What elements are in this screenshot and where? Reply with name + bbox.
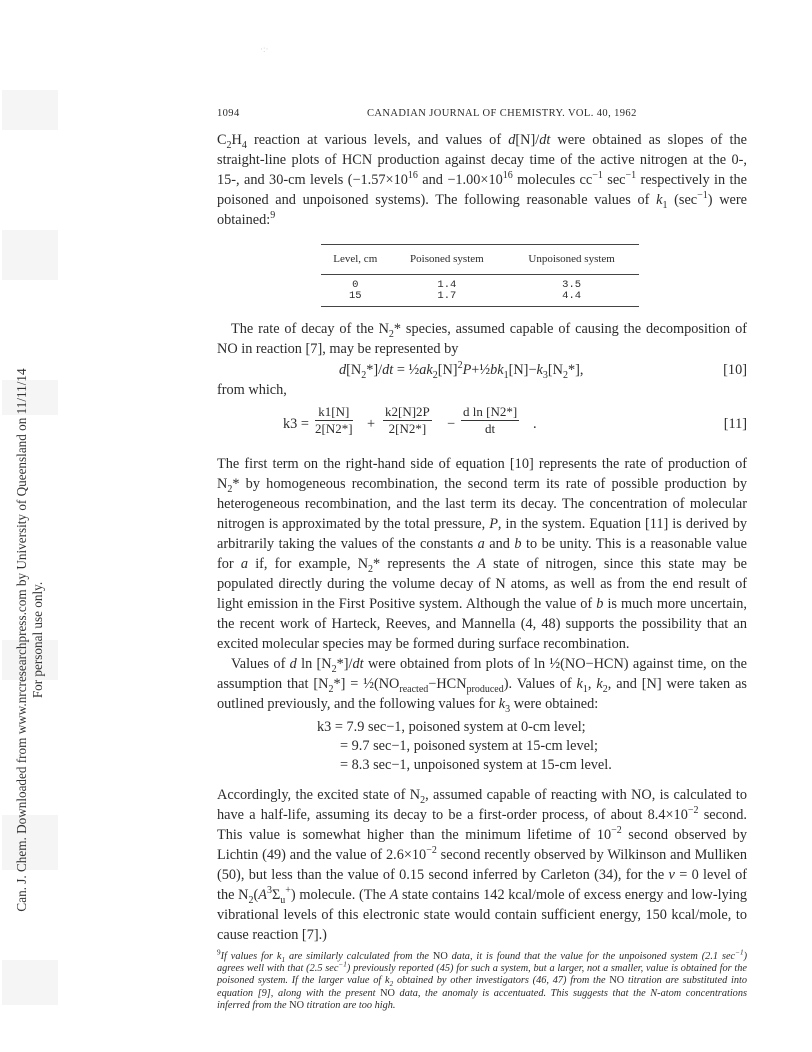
k3-value-line: = 8.3 sec−1, unpoisoned system at 15-cm level. [340, 757, 612, 773]
personal-use-line: For personal use only. [30, 581, 45, 699]
k3-value-line: = 9.7 sec−1, poisoned system at 15-cm level; [340, 738, 598, 754]
running-header [217, 107, 747, 121]
period: . [533, 416, 537, 432]
table-row [321, 275, 639, 292]
scan-noise: ·:· [260, 44, 269, 54]
paragraph: $C_2H_4$ reaction at various levels, and values of d[N]/dt were obtained as slopes of the straight-line plots of HCN production against decay time of the active nitrogen at the 0-, 15-, and 30-cm levels ($-1.57\times 10^{16}$ and $-1.00\times 10^{16}$ molecules $cc^{-1}$ $\sec^{-1}$ respectively in the poisoned and unpoisoned systems). The following reasonable values of $k_1$ $(\sec^{-1})$ were obtained:$^9$ [217, 132, 748, 228]
table-cell: 1.7 [390, 291, 505, 307]
paragraph: The rate of decay of the $N_2*$ species, assumed capable of causing the decomposition of NO in reaction [7], may be represented by [217, 321, 747, 357]
download-watermark-sidebar [0, 0, 60, 1052]
fraction [461, 404, 519, 437]
denominator: 2[N2*] [388, 421, 427, 436]
table-header-row [321, 245, 639, 275]
equation-number: [10] [723, 362, 747, 378]
download-source-line: Can. J. Chem. Downloaded from www.nrcresearchpress.com by University of Queensland on 11/11/14 [14, 368, 29, 912]
journal-title: CANADIAN JOURNAL OF CHEMISTRY. VOL. 40, 1962 [367, 108, 637, 119]
table-cell: 1.4 [437, 279, 457, 291]
paragraph: The first term on the right-hand side of equation [10] represents the rate of production of $N_2*$ by homogeneous recombination, the second term its rate of possible production by heterogeneous recombination, and the last term its decay. The concentration of molecular nitrogen is approximated by the total pressure, P, in the system. Equation [11] is derived by arbitrarily taking the values of the constants a and b to be unity. This is a reasonable value for a if, for example, $N_2*$ represents the A state of nitrogen, since this state may be populated directly during the volume decay of N atoms, as well as from the end result of light emission in the First Positive system. Although the value of b is much more uncertain, the recent work of Harteck, Reeves, and Mannella (4, 48) supports the possibility that an excited molecular species may be formed during surface recombination. [217, 456, 748, 652]
scan-noise [2, 960, 58, 1005]
minus-sign: − [447, 416, 456, 432]
rate-constant-table [321, 244, 639, 307]
table-cell: 3.5 [562, 279, 582, 291]
from-which: from which, [217, 382, 287, 398]
table-cell: 4.4 [504, 291, 639, 307]
equation-number: [11] [723, 416, 747, 432]
paragraph: Values of d $\ln [N_2*]/dt$ were obtained from plots of ln ½(NO−HCN) against time, on the assumption that $[N_2*]$ = $\frac{1}{2}(NO_{reacted}-HCN_{produced})$. Values of $k_1$, $k_2$, and [N] were taken as outlined previously, and the following values for $k_3$ were obtained: [217, 656, 747, 715]
numerator: k2[N]2P [385, 404, 430, 419]
scan-noise [2, 230, 58, 280]
k3-value-list [317, 718, 747, 775]
plus-sign: + [367, 416, 376, 432]
fraction [315, 404, 353, 437]
table-cell: 15 [321, 291, 390, 307]
journal-page [217, 107, 747, 1012]
fraction [383, 404, 432, 437]
k3-value-line: k3 = 7.9 sec−1, poisoned system at 0-cm level; [317, 719, 586, 735]
equation-11 [217, 400, 747, 448]
denominator: dt [485, 421, 496, 436]
numerator: k1[N] [315, 404, 353, 421]
column-header: Poisoned system [390, 245, 505, 275]
column-header: Unpoisoned system [504, 245, 639, 275]
equation-body: $d[N_2*]/dt$ = $\frac{1}{2}ak_2[N]^2P+\frac{1}{2}bk_1[N]-k_3[N_2*]$, [339, 360, 584, 381]
numerator: d ln [N2*] [463, 404, 518, 419]
footnote: $^9$If values for $k_1$ are similarly calculated from the NO data, it is found that the value for the unpoisoned system (2.1 $\sec^{-1}$) agrees well with that (2.5 $\sec^{-1}$) previously reported (45) for such a system, but a larger, not a smaller, value is obtained for the poisoned system. If the larger value of $k_2$ obtained by other investigators (46, 47) from the NO titration are substituted into equation [9], along with the present NO data, the anomaly is accentuated. This suggests that the N-atom concentrations inferred from the NO titration are too high. [217, 948, 747, 1011]
table-cell: 0 [352, 279, 359, 291]
column-header: Level, cm [321, 245, 390, 275]
paragraph: Accordingly, the excited state of $N_2$, assumed capable of reacting with NO, is calculated to have a half-life, assuming its decay to be a first-order process, of about $8.4\times 10^{-2}$ second. This value is somewhat higher than the minimum lifetime of $10^{-2}$ second observed by Lichtin (49) and the value of $2.6\times 10^{-2}$ second recently observed by Wilkinson and Mulliken (50), but less than the value of 0.15 second inferred by Carleton (34), for the v = 0 level of the $N_2(A^3\Sigma_u^+)$ molecule. (The A state contains 142 kcal/mole of excess energy and low-lying vibrational levels of this electronic state would contain sufficient energy, 150 kcal/mole, to cause reaction [7].) [217, 787, 748, 943]
k3-lhs: k3 = [283, 416, 309, 432]
equation-10 [217, 360, 747, 380]
page-number: 1094 [217, 108, 240, 119]
scan-noise [2, 90, 58, 130]
table-row [321, 291, 639, 307]
denominator: 2[N2*] [315, 421, 353, 436]
